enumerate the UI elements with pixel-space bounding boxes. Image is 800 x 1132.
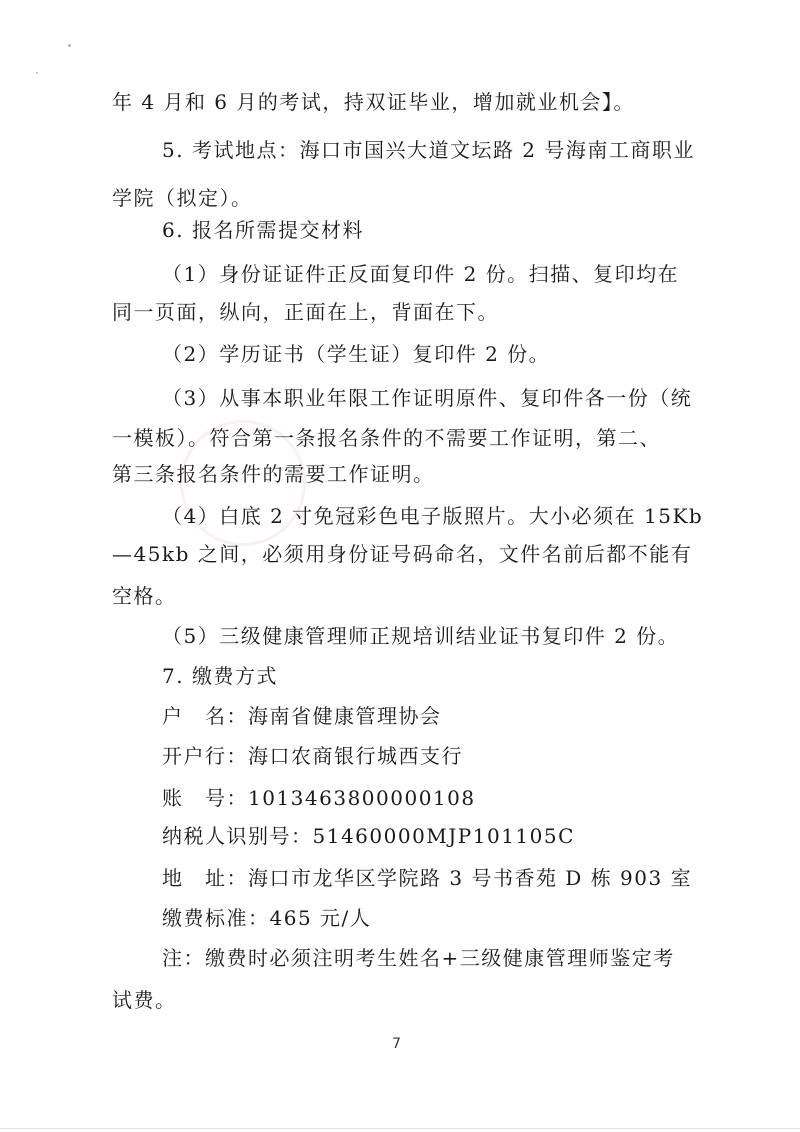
text-line-material-4: （4）白底 2 寸免冠彩色电子版照片。大小必须在 15Kb: [162, 504, 704, 528]
text-line-bank: 开户行：海口农商银行城西支行: [162, 744, 463, 768]
text-line-address: 地 址：海口市龙华区学院路 3 号书香苑 D 栋 903 室: [162, 866, 693, 890]
page-number: 7: [392, 1036, 401, 1052]
text-line-material-3-cont: 一模板）。符合第一条报名条件的不需要工作证明，第二、: [112, 426, 661, 450]
text-line-account-number: 账 号：1013463800000108: [162, 786, 476, 810]
text-line-account-name: 户 名：海南省健康管理协会: [162, 704, 442, 728]
text-line-material-3-cont2: 第三条报名条件的需要工作证明。: [112, 462, 435, 486]
text-line-exam-location-cont: 学院（拟定）。: [112, 186, 253, 210]
text-line-note: 注：缴费时必须注明考生姓名+三级健康管理师鉴定考: [162, 946, 675, 970]
text-line-material-2: （2）学历证书（学生证）复印件 2 份。: [162, 342, 551, 366]
text-line-exam-months: 年 4 月和 6 月的考试，持双证毕业，增加就业机会】。: [112, 90, 635, 114]
scan-speck: [68, 44, 71, 47]
text-line-material-4-cont2: 空格。: [112, 584, 177, 608]
text-line-materials-heading: 6. 报名所需提交材料: [162, 218, 364, 242]
text-line-note-cont: 试费。: [112, 988, 177, 1012]
text-line-fee: 缴费标准：465 元/人: [162, 906, 372, 930]
text-line-exam-location: 5. 考试地点：海口市国兴大道文坛路 2 号海南工商职业: [162, 138, 695, 162]
page-bottom-edge: [0, 1128, 800, 1129]
text-line-payment-heading: 7. 缴费方式: [162, 664, 278, 688]
text-line-material-1: （1）身份证证件正反面复印件 2 份。扫描、复印均在: [162, 262, 680, 286]
scan-speck: [36, 72, 38, 74]
text-line-material-1-cont: 同一页面，纵向，正面在上，背面在下。: [112, 300, 499, 324]
text-line-material-5: （5）三级健康管理师正规培训结业证书复印件 2 份。: [162, 624, 680, 648]
text-line-material-3: （3）从事本职业年限工作证明原件、复印件各一份（统: [162, 386, 693, 410]
text-line-tax-id: 纳税人识别号：51460000MJP101105C: [162, 824, 575, 848]
text-line-material-4-cont: —45kb 之间，必须用身份证号码命名，文件名前后都不能有: [112, 542, 693, 566]
